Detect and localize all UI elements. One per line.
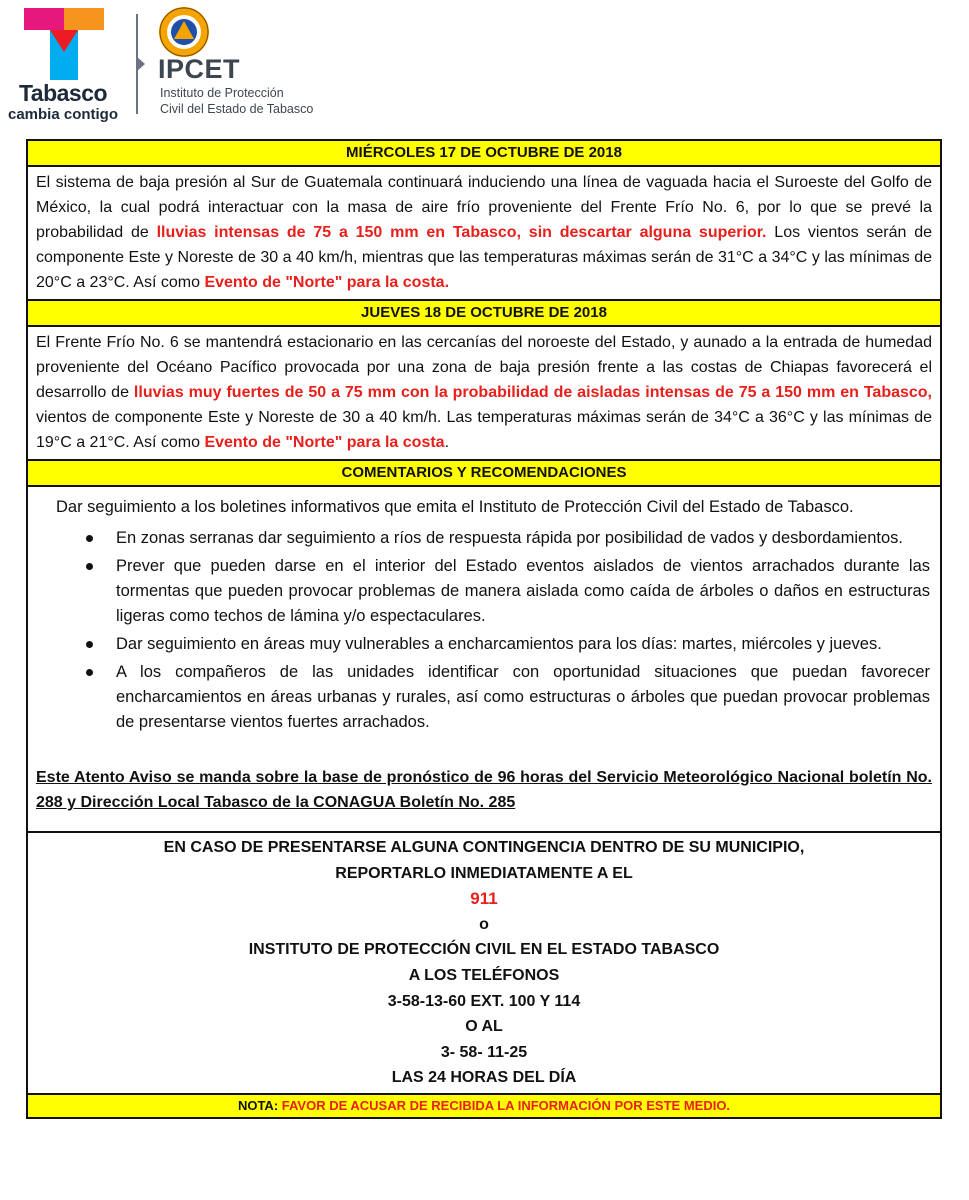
- bullet-icon: [86, 669, 93, 676]
- proteccion-civil-seal-icon: [158, 6, 210, 58]
- contact-phones-label: A LOS TELÉFONOS: [408, 966, 560, 984]
- day1-heading: MIÉRCOLES 17 DE OCTUBRE DE 2018: [28, 141, 940, 167]
- day2-norte-alert: Evento de "Norte" para la costa: [204, 434, 445, 451]
- nota-label: NOTA:: [237, 1097, 279, 1113]
- contact-phone-primary: 3-58-13-60 EXT. 100 Y 114: [387, 992, 581, 1010]
- recommendations-intro: Dar seguimiento a los boletines informativos que emita el Instituto de Protección Civil del Estado de Tabasco.: [56, 498, 854, 516]
- recommendations-heading: COMENTARIOS Y RECOMENDACIONES: [28, 459, 940, 487]
- ipcet-subtitle-line1: Instituto de Protección: [160, 86, 284, 100]
- contact-institute: INSTITUTO DE PROTECCIÓN CIVIL EN EL ESTADO TABASCO: [248, 941, 720, 959]
- page-header: [0, 0, 969, 130]
- day2-text-b: vientos de componente Este y Noreste de 30 a 40 km/h. Las temperaturas máximas serán de 34°C a 36°C y las mínimas de 19°C a 21°C. Así como: [36, 409, 932, 451]
- ipcet-subtitle-line2: Civil del Estado de Tabasco: [160, 102, 314, 116]
- day2-text-a: El Frente Frío No. 6 se mantendrá estacionario en las cercanías del noroeste del Estado, y aunado a la entrada de humedad proveniente del Océano Pacífico provocada por una zona de baja presión frente a las costas de Chiapas favorecerá el desarrollo de: [36, 334, 932, 401]
- list-item: Dar seguimiento en áreas muy vulnerables a encharcamientos para los días: martes, miércoles y jueves.: [86, 632, 930, 657]
- day2-forecast: [28, 327, 940, 459]
- tabasco-logo: [4, 6, 122, 124]
- bullet-icon: [86, 641, 93, 648]
- contact-section: [28, 833, 940, 1093]
- recommendations-list: [56, 526, 930, 735]
- nota-text: FAVOR DE ACUSAR DE RECIBIDA LA INFORMACIÓN POR ESTE MEDIO.: [278, 1097, 731, 1113]
- tabasco-tagline: cambia contigo: [7, 106, 119, 123]
- day2-heading: JUEVES 18 DE OCTUBRE DE 2018: [28, 299, 940, 327]
- tabasco-t-icon: [24, 8, 104, 80]
- day1-rain-alert: lluvias intensas de 75 a 150 mm en Tabasco, sin descartar alguna superior.: [156, 224, 767, 241]
- divider-arrow-icon: [136, 56, 145, 72]
- bullet-icon: [86, 563, 93, 570]
- day2-rain-alert: lluvias muy fuertes de 50 a 75 mm con la probabilidad de aisladas intensas de 75 a 150 mm en Tabasco,: [133, 384, 933, 401]
- list-item: Prever que pueden darse en el interior del Estado eventos aislados de vientos arrachados durante las tormentas que pueden provocar problemas de manera aislada como caída de árboles o daños en estructuras ligeras como techos de lámina y/o espectaculares.: [86, 554, 930, 629]
- list-item: En zonas serranas dar seguimiento a ríos de respuesta rápida por posibilidad de vados y desbordamientos.: [86, 526, 930, 551]
- list-item: A los compañeros de las unidades identificar con oportunidad situaciones que puedan favorecer encharcamientos en áreas urbanas y rurales, así como estructuras o árboles que puedan provocar problemas de presentarse vientos fuertes arrachados.: [86, 660, 930, 735]
- contact-or-alt: O AL: [465, 1018, 503, 1036]
- day1-text-b: Los vientos serán de componente Este y Noreste de 30 a 40 km/h, mientras que las temperaturas máximas serán de 31°C a 34°C y las mínimas de 20°C a 23°C. Así como: [36, 224, 933, 291]
- day1-text-a: El sistema de baja presión al Sur de Guatemala continuará induciendo una línea de vaguada hacia el Suroeste del Golfo de México, la cual podrá interactuar con la masa de aire frío proveniente del Frente Frío No. 6, por lo que se prevé la probabilidad de: [36, 174, 932, 241]
- bullet-icon: [86, 535, 93, 542]
- contact-or: o: [479, 915, 489, 933]
- contact-phone-secondary: 3- 58- 11-25: [440, 1043, 528, 1061]
- source-notice: Este Atento Aviso se manda sobre la base de pronóstico de 96 horas del Servicio Meteorológico Nacional boletín No. 288 y Dirección Local Tabasco de la CONAGUA Boletín No. 285: [36, 769, 932, 811]
- contact-hours: LAS 24 HORAS DEL DÍA: [391, 1069, 577, 1087]
- contact-line2: REPORTARLO INMEDIATAMENTE A EL: [335, 864, 633, 882]
- day2-text-c: .: [444, 434, 450, 451]
- recommendations-section: [28, 487, 940, 833]
- tabasco-wordmark: Tabasco: [18, 80, 108, 106]
- weather-bulletin: [26, 139, 942, 1119]
- ipcet-name: IPCET: [158, 54, 241, 84]
- contact-line1: EN CASO DE PRESENTARSE ALGUNA CONTINGENCIA DENTRO DE SU MUNICIPIO,: [163, 839, 805, 856]
- day1-forecast: [28, 167, 940, 299]
- emergency-number: 911: [470, 889, 498, 909]
- nota-bar: [28, 1093, 940, 1117]
- day1-norte-alert: Evento de "Norte" para la costa.: [204, 274, 450, 291]
